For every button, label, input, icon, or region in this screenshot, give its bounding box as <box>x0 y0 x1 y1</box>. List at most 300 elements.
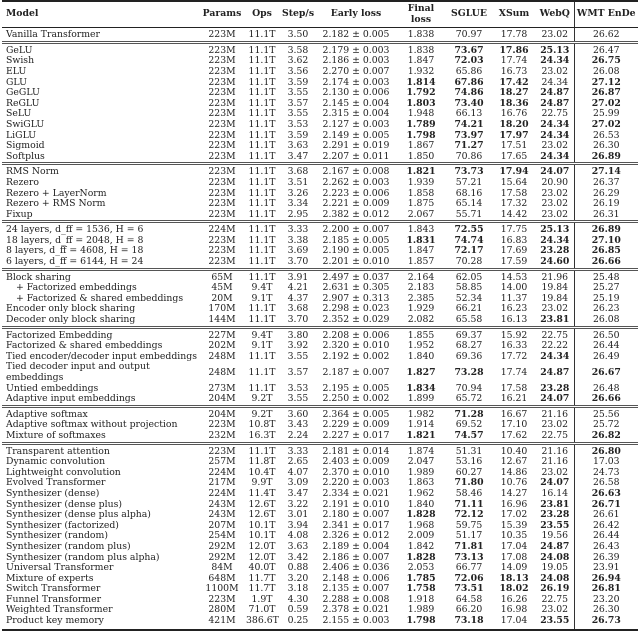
cell-final-loss: 1.939 <box>407 176 435 188</box>
cell-sglue: 65.72 <box>455 393 483 405</box>
cell-final-loss: 1.789 <box>406 118 436 130</box>
cell-model: Fixup <box>6 208 33 220</box>
cell-webq: 20.90 <box>541 176 569 188</box>
cell-ops: 12.6T <box>248 509 276 521</box>
cell-params: 257M <box>208 456 236 468</box>
cell-final-loss: 1.803 <box>406 97 436 109</box>
cell-webq: 23.55 <box>536 616 574 630</box>
cell-steps: 3.94 <box>287 519 309 531</box>
cell-wmt: 26.47 <box>574 42 638 56</box>
cell-sglue: 64.58 <box>455 593 483 605</box>
cell-model: Decoder only block sharing <box>6 314 136 326</box>
cell-params: 202M <box>208 340 236 352</box>
col-header-params: Params <box>200 1 244 28</box>
cell-wmt: 26.44 <box>574 531 638 542</box>
cell-steps: 3.70 <box>287 256 309 268</box>
cell-wmt: 26.08 <box>574 67 638 78</box>
cell-model: + Factorized & shared embeddings <box>16 292 184 304</box>
cell-webq: 25.13 <box>536 222 574 236</box>
cell-params: 223M <box>208 208 236 220</box>
cell-params: 648M <box>208 572 236 584</box>
cell-params: 223M <box>208 140 236 152</box>
cell-wmt: 26.63 <box>574 489 638 500</box>
cell-early-loss: 2.174 ± 0.003 <box>322 76 390 88</box>
results-table <box>2 0 638 631</box>
cell-sglue: 55.71 <box>455 208 483 220</box>
cell-model: Adaptive softmax <box>2 406 200 420</box>
cell-webq: 24.87 <box>540 366 570 378</box>
cell-webq: 23.28 <box>540 382 570 394</box>
cell-webq: 22.75 <box>541 593 569 605</box>
cell-params: 207M <box>208 519 236 531</box>
cell-sglue: 53.16 <box>455 456 483 468</box>
cell-early-loss: 2.181 ± 0.014 <box>316 443 396 457</box>
cell-xsum: 14.86 <box>500 466 528 478</box>
cell-webq: 23.02 <box>541 419 569 431</box>
cell-sglue: 69.36 <box>455 350 483 362</box>
cell-final-loss: 1.867 <box>407 140 435 152</box>
cell-sglue: 66.20 <box>455 604 483 616</box>
cell-xsum: 15.39 <box>500 519 528 531</box>
cell-xsum: 16.26 <box>500 593 528 605</box>
cell-wmt: 26.37 <box>574 178 638 189</box>
cell-model: SeLU <box>6 108 32 120</box>
cell-webq: 22.75 <box>536 327 574 341</box>
cell-ops: 10.4T <box>248 466 276 478</box>
cell-model: Switch Transformer <box>6 583 101 595</box>
cell-wmt: 26.85 <box>574 246 638 257</box>
cell-params: 1100M <box>205 583 239 595</box>
table-row <box>2 327 638 341</box>
cell-early-loss: 2.127 ± 0.003 <box>322 118 390 130</box>
cell-ops: 11.1T <box>248 108 276 120</box>
table-row <box>2 595 638 606</box>
cell-webq: 23.02 <box>541 65 569 77</box>
table-row <box>2 542 638 553</box>
cell-webq: 23.28 <box>540 509 570 521</box>
cell-webq: 24.07 <box>540 477 570 489</box>
cell-steps: 3.50 <box>287 29 309 41</box>
cell-webq: 23.02 <box>541 466 569 478</box>
cell-sglue: 73.97 <box>454 129 484 141</box>
cell-wmt: 23.20 <box>574 595 638 606</box>
cell-model: Transparent attention <box>2 443 200 457</box>
cell-ops: 11.1T <box>244 269 280 283</box>
cell-sglue: 66.21 <box>455 303 483 315</box>
cell-steps: 3.53 <box>287 382 309 394</box>
cell-final-loss: 1.785 <box>406 572 436 584</box>
cell-model: ReGLU <box>6 97 40 109</box>
cell-model: Untied embeddings <box>6 382 99 394</box>
cell-xsum: 10.35 <box>500 530 528 542</box>
cell-xsum: 16.83 <box>500 234 528 246</box>
cell-steps: 3.63 <box>287 140 309 152</box>
table-row <box>2 584 638 595</box>
cell-steps: 4.30 <box>287 593 309 605</box>
cell-xsum: 14.42 <box>500 208 528 220</box>
table-row <box>2 152 638 164</box>
cell-webq: 23.02 <box>541 140 569 152</box>
cell-webq: 19.84 <box>541 292 569 304</box>
cell-ops: 11.1T <box>248 176 276 188</box>
cell-params: 223M <box>208 256 236 268</box>
cell-params: 223M <box>208 97 236 109</box>
cell-params: 223M <box>208 593 236 605</box>
cell-model: Evolved Transformer <box>6 477 106 489</box>
cell-ops: 11.1T <box>248 150 276 162</box>
cell-xsum: 17.65 <box>500 150 528 162</box>
cell-wmt: 26.80 <box>574 443 638 457</box>
cell-early-loss: 2.326 ± 0.012 <box>322 530 390 542</box>
cell-early-loss: 2.221 ± 0.009 <box>322 198 390 210</box>
cell-early-loss: 2.227 ± 0.017 <box>322 429 390 441</box>
cell-wmt: 25.27 <box>574 283 638 294</box>
cell-sglue: 66.13 <box>455 108 483 120</box>
cell-steps: 3.34 <box>287 198 309 210</box>
cell-xsum: 11.37 <box>500 292 528 304</box>
cell-webq: 21.16 <box>536 406 574 420</box>
cell-webq: 24.08 <box>540 551 570 563</box>
cell-ops: 9.2T <box>244 406 280 420</box>
cell-webq: 21.16 <box>536 443 574 457</box>
cell-steps: 3.58 <box>280 42 316 56</box>
table-row <box>2 28 638 43</box>
cell-model: Factorized Embedding <box>2 327 200 341</box>
cell-final-loss: 1.798 <box>396 616 446 630</box>
table-row <box>2 616 638 630</box>
cell-steps: 3.43 <box>287 419 309 431</box>
cell-model: SwiGLU <box>6 118 45 130</box>
cell-xsum: 15.92 <box>492 327 536 341</box>
cell-xsum: 17.58 <box>500 187 528 199</box>
cell-xsum: 17.08 <box>500 551 528 563</box>
cell-sglue: 70.94 <box>455 382 483 394</box>
cell-wmt: 27.12 <box>574 78 638 89</box>
cell-xsum: 16.76 <box>500 108 528 120</box>
cell-final-loss: 1.838 <box>407 29 435 41</box>
cell-early-loss: 2.352 ± 0.029 <box>322 314 390 326</box>
cell-wmt: 26.08 <box>574 315 638 327</box>
cell-final-loss: 1.792 <box>406 87 436 99</box>
cell-final-loss: 1.838 <box>396 42 446 56</box>
cell-sglue: 72.55 <box>446 222 492 236</box>
cell-params: 243M <box>208 509 236 521</box>
cell-final-loss: 1.843 <box>396 222 446 236</box>
cell-steps: 3.69 <box>287 245 309 257</box>
cell-final-loss: 1.989 <box>407 604 435 616</box>
cell-webq: 23.28 <box>540 245 570 257</box>
table-row <box>2 178 638 189</box>
cell-model: Softplus <box>6 150 45 162</box>
cell-webq: 23.02 <box>541 198 569 210</box>
cell-steps: 2.24 <box>287 429 309 441</box>
cell-sglue: 71.28 <box>446 406 492 420</box>
cell-xsum: 17.86 <box>492 42 536 56</box>
cell-early-loss: 2.262 ± 0.003 <box>322 176 390 188</box>
cell-final-loss: 1.914 <box>407 419 435 431</box>
cell-wmt: 27.02 <box>574 99 638 110</box>
cell-sglue: 67.86 <box>454 76 484 88</box>
cell-final-loss: 1.982 <box>396 406 446 420</box>
cell-ops: 11.1T <box>248 140 276 152</box>
cell-ops: 11.1T <box>248 187 276 199</box>
table-row <box>2 315 638 327</box>
cell-params: 144M <box>208 314 236 326</box>
cell-final-loss: 1.827 <box>406 366 436 378</box>
cell-steps: 3.55 <box>287 393 309 405</box>
cell-sglue: 71.11 <box>454 498 484 510</box>
cell-model: ELU <box>6 65 27 77</box>
cell-webq: 24.34 <box>540 234 570 246</box>
cell-ops: 11.1T <box>248 129 276 141</box>
cell-ops: 11.1T <box>248 29 276 41</box>
cell-params: 224M <box>208 487 236 499</box>
cell-model: Universal Transformer <box>6 562 114 574</box>
cell-wmt: 26.48 <box>574 384 638 395</box>
cell-params: 292M <box>208 540 236 552</box>
cell-final-loss: 1.952 <box>407 340 435 352</box>
cell-early-loss: 2.145 ± 0.004 <box>322 97 390 109</box>
cell-final-loss: 1.821 <box>396 164 446 178</box>
cell-webq: 24.07 <box>536 164 574 178</box>
cell-steps: 3.57 <box>287 97 309 109</box>
cell-early-loss: 2.382 ± 0.012 <box>322 208 390 220</box>
cell-wmt: 26.61 <box>574 510 638 521</box>
cell-wmt: 26.66 <box>574 257 638 269</box>
cell-params: 45M <box>211 282 233 294</box>
cell-sglue: 57.21 <box>455 176 483 188</box>
cell-steps: 3.33 <box>280 443 316 457</box>
cell-xsum: 14.53 <box>492 269 536 283</box>
cell-xsum: 16.23 <box>500 303 528 315</box>
cell-xsum: 18.02 <box>499 583 529 595</box>
cell-sglue: 74.57 <box>454 429 484 441</box>
cell-early-loss: 2.907 ± 0.313 <box>322 292 390 304</box>
cell-ops: 11.1T <box>248 198 276 210</box>
cell-sglue: 70.97 <box>455 29 483 41</box>
cell-ops: 11.1T <box>248 382 276 394</box>
cell-ops: 11.4T <box>248 487 276 499</box>
cell-ops: 11.1T <box>248 97 276 109</box>
cell-early-loss: 2.201 ± 0.010 <box>322 256 390 268</box>
cell-early-loss: 2.291 ± 0.019 <box>322 140 390 152</box>
cell-final-loss: 1.989 <box>407 466 435 478</box>
cell-steps: 4.21 <box>287 282 309 294</box>
cell-xsum: 17.59 <box>500 256 528 268</box>
cell-wmt: 26.71 <box>574 500 638 511</box>
cell-params: 20M <box>211 292 233 304</box>
cell-early-loss: 2.180 ± 0.007 <box>322 509 390 521</box>
cell-sglue: 60.27 <box>455 466 483 478</box>
cell-steps: 4.08 <box>287 530 309 542</box>
cell-early-loss: 2.186 ± 0.003 <box>322 55 390 67</box>
cell-xsum: 17.72 <box>500 350 528 362</box>
cell-wmt: 26.50 <box>574 327 638 341</box>
cell-wmt: 26.89 <box>574 152 638 164</box>
cell-final-loss: 1.847 <box>407 245 435 257</box>
cell-model: Factorized & shared embeddings <box>6 340 163 352</box>
cell-params: 223M <box>208 76 236 88</box>
cell-early-loss: 2.229 ± 0.009 <box>322 419 390 431</box>
cell-steps: 3.26 <box>287 187 309 199</box>
cell-steps: 3.56 <box>287 65 309 77</box>
cell-xsum: 17.58 <box>500 382 528 394</box>
cell-ops: 11.1T <box>244 443 280 457</box>
cell-sglue: 68.27 <box>455 340 483 352</box>
cell-model: Synthesizer (dense plus alpha) <box>6 509 151 521</box>
cell-model: Synthesizer (factorized) <box>6 519 119 531</box>
cell-model: GeLU <box>2 42 200 56</box>
cell-steps: 3.80 <box>280 327 316 341</box>
cell-ops: 11.7T <box>248 583 276 595</box>
cell-model: GLU <box>6 76 27 88</box>
cell-webq: 24.34 <box>540 129 570 141</box>
cell-ops: 11.1T <box>248 245 276 257</box>
cell-webq: 22.22 <box>541 340 569 352</box>
cell-ops: 11.1T <box>244 42 280 56</box>
cell-xsum: 14.00 <box>500 282 528 294</box>
cell-wmt: 26.39 <box>574 553 638 564</box>
cell-final-loss: 1.962 <box>407 487 435 499</box>
cell-xsum: 17.74 <box>500 55 528 67</box>
cell-params: 232M <box>208 429 236 441</box>
table-row <box>2 406 638 420</box>
cell-xsum: 17.32 <box>500 198 528 210</box>
cell-webq: 19.56 <box>541 530 569 542</box>
cell-final-loss: 1.758 <box>406 583 436 595</box>
cell-params: 227M <box>200 327 244 341</box>
cell-sglue: 68.16 <box>455 187 483 199</box>
cell-model: Tied decoder input and output embeddings <box>6 361 150 383</box>
cell-webq: 24.87 <box>540 540 570 552</box>
cell-model: Dynamic convolution <box>6 456 106 468</box>
cell-webq: 24.34 <box>541 76 569 88</box>
cell-ops: 11.1T <box>248 366 276 378</box>
cell-final-loss: 1.821 <box>406 429 436 441</box>
cell-steps: 3.68 <box>287 303 309 315</box>
cell-early-loss: 2.315 ± 0.004 <box>322 108 390 120</box>
cell-early-loss: 2.378 ± 0.021 <box>322 604 390 616</box>
table-row <box>2 362 638 383</box>
cell-wmt: 25.72 <box>574 420 638 431</box>
cell-steps: 3.47 <box>287 487 309 499</box>
cell-webq: 23.02 <box>541 29 569 41</box>
cell-early-loss: 2.155 ± 0.003 <box>316 616 396 630</box>
cell-webq: 23.81 <box>540 498 570 510</box>
cell-wmt: 26.49 <box>574 352 638 363</box>
cell-final-loss: 1.874 <box>396 443 446 457</box>
table-row <box>2 489 638 500</box>
cell-early-loss: 2.167 ± 0.008 <box>316 164 396 178</box>
cell-xsum: 14.27 <box>500 487 528 499</box>
cell-sglue: 73.73 <box>446 164 492 178</box>
cell-early-loss: 2.320 ± 0.010 <box>322 340 390 352</box>
cell-wmt: 26.23 <box>574 304 638 315</box>
cell-final-loss: 1.831 <box>406 234 436 246</box>
cell-final-loss: 1.855 <box>396 327 446 341</box>
cell-model: Vanilla Transformer <box>6 29 100 41</box>
cell-params: 223M <box>208 150 236 162</box>
cell-steps: 2.95 <box>287 208 309 220</box>
cell-wmt: 26.94 <box>574 574 638 585</box>
cell-params: 223M <box>200 443 244 457</box>
cell-params: 223M <box>208 234 236 246</box>
col-header-early-loss: Early loss <box>316 1 396 28</box>
cell-wmt: 26.43 <box>574 542 638 553</box>
cell-sglue: 71.80 <box>454 477 484 489</box>
cell-ops: 11.8T <box>248 456 276 468</box>
cell-early-loss: 2.250 ± 0.002 <box>322 393 390 405</box>
cell-sglue: 72.06 <box>454 572 484 584</box>
table-row <box>2 42 638 56</box>
cell-ops: 11.1T <box>244 164 280 178</box>
cell-params: 292M <box>208 551 236 563</box>
cell-sglue: 74.21 <box>454 118 484 130</box>
col-header-ops: Ops <box>244 1 280 28</box>
cell-webq: 24.08 <box>540 572 570 584</box>
cell-ops: 9.1T <box>251 340 273 352</box>
cell-ops: 11.7T <box>248 572 276 584</box>
table-row <box>2 164 638 178</box>
cell-final-loss: 1.932 <box>407 65 435 77</box>
cell-params: 223M <box>208 187 236 199</box>
cell-xsum: 17.94 <box>492 164 536 178</box>
cell-final-loss: 2.067 <box>407 208 435 220</box>
cell-wmt: 26.53 <box>574 131 638 142</box>
cell-model: Synthesizer (dense plus) <box>6 498 122 510</box>
cell-steps: 3.53 <box>287 118 309 130</box>
cell-sglue: 69.37 <box>446 327 492 341</box>
cell-model: Lightweight convolution <box>6 466 121 478</box>
cell-early-loss: 2.186 ± 0.007 <box>322 551 390 563</box>
cell-steps: 3.18 <box>287 583 309 595</box>
cell-params: 224M <box>208 466 236 478</box>
cell-ops: 11.1T <box>248 76 276 88</box>
cell-ops: 11.1T <box>248 208 276 220</box>
cell-sglue: 70.86 <box>455 150 483 162</box>
table-row <box>2 394 638 406</box>
cell-ops: 11.1T <box>248 118 276 130</box>
table-row <box>2 443 638 457</box>
cell-params: 273M <box>208 382 236 394</box>
cell-xsum: 16.96 <box>500 498 528 510</box>
table-row <box>2 67 638 78</box>
cell-final-loss: 1.840 <box>407 350 435 362</box>
cell-early-loss: 2.341 ± 0.017 <box>322 519 390 531</box>
cell-steps: 3.91 <box>280 269 316 283</box>
cell-steps: 3.22 <box>287 498 309 510</box>
cell-early-loss: 2.288 ± 0.008 <box>322 593 390 605</box>
cell-params: 243M <box>208 498 236 510</box>
cell-early-loss: 2.220 ± 0.003 <box>322 477 390 489</box>
cell-xsum: 16.73 <box>500 65 528 77</box>
cell-steps: 3.33 <box>280 222 316 236</box>
cell-ops: 11.1T <box>248 314 276 326</box>
cell-params: 223M <box>208 55 236 67</box>
cell-xsum: 17.10 <box>500 419 528 431</box>
cell-steps: 3.01 <box>287 509 309 521</box>
cell-model: Block sharing <box>2 269 200 283</box>
cell-final-loss: 2.047 <box>407 456 435 468</box>
cell-ops: 12.0T <box>248 551 276 563</box>
cell-sglue: 72.12 <box>454 509 484 521</box>
cell-wmt: 26.62 <box>574 28 638 43</box>
cell-final-loss: 1.798 <box>406 129 436 141</box>
cell-params: 224M <box>200 222 244 236</box>
cell-params: 217M <box>208 477 236 489</box>
cell-wmt: 26.58 <box>574 478 638 489</box>
cell-final-loss: 1.847 <box>407 55 435 67</box>
